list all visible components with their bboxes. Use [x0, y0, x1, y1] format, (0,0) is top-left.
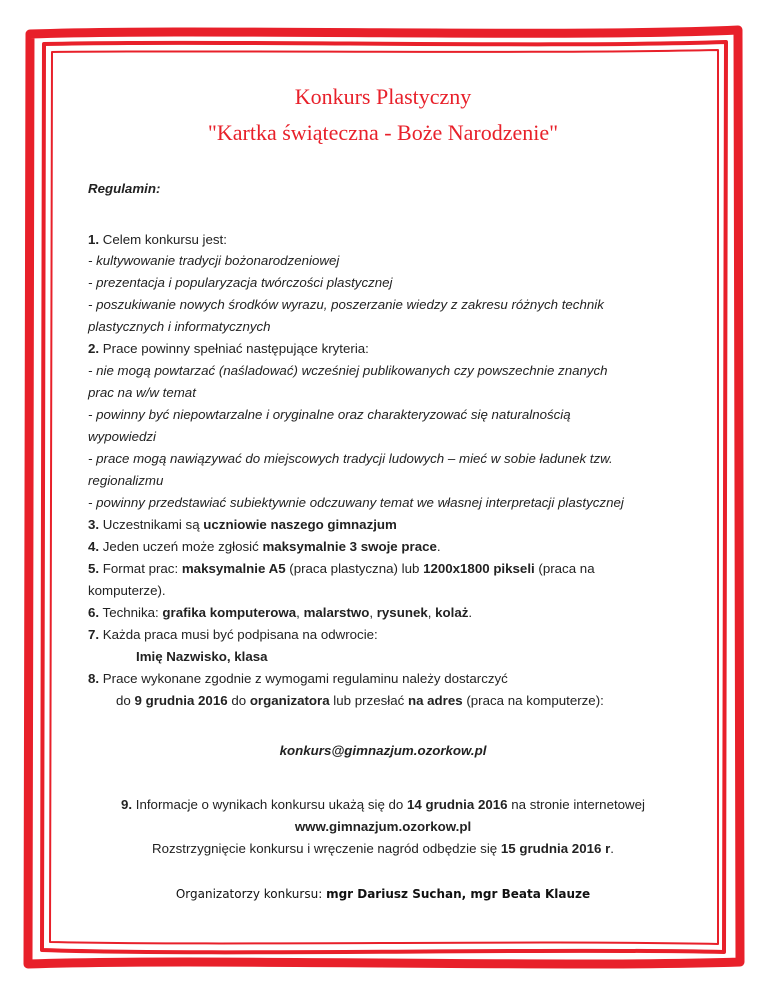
point-6: 6. Technika: grafika komputerowa, malarstwo, rysunek, kolaż.: [88, 605, 473, 620]
point-8: 8. Prace wykonane zgodnie z wymogami regulaminu należy dostarczyć: [88, 671, 508, 686]
point-2-item: - nie mogą powtarzać (naśladować) wcześniej publikowanych czy powszechnie znanych: [88, 363, 608, 378]
point-4: 4. Jeden uczeń może zgłosić maksymalnie 3 swoje prace.: [88, 539, 441, 554]
point-2-item: wypowiedzi: [88, 429, 156, 444]
point-1-item: plastycznych i informatycznych: [88, 319, 271, 334]
signature-format: Imię Nazwisko, klasa: [136, 649, 268, 664]
page-title: Konkurs Plastyczny: [294, 84, 472, 109]
point-1-item: - kultywowanie tradycji bożonarodzeniowej: [88, 253, 340, 268]
point-1: 1. Celem konkursu jest:: [88, 232, 227, 247]
regulamin-label: Regulamin:: [88, 181, 161, 196]
point-9-result: Rozstrzygnięcie konkursu i wręczenie nagród odbędzie się 15 grudnia 2016 r.: [152, 841, 614, 856]
point-3: 3. Uczestnikami są uczniowie naszego gimnazjum: [88, 517, 397, 532]
website-url[interactable]: www.gimnazjum.ozorkow.pl: [294, 819, 472, 834]
point-2-item: prac na w/w temat: [88, 385, 196, 400]
point-5-cont: komputerze).: [88, 583, 166, 598]
contact-email[interactable]: konkurs@gimnazjum.ozorkow.pl: [279, 743, 487, 758]
point-7: 7. Każda praca musi być podpisana na odwrocie:: [88, 627, 378, 642]
point-1-item: - poszukiwanie nowych środków wyrazu, poszerzanie wiedzy z zakresu różnych technik: [88, 297, 604, 312]
point-2-item: regionalizmu: [88, 473, 164, 488]
point-2-item: - prace mogą nawiązywać do miejscowych tradycji ludowych – mieć w sobie ładunek tzw.: [88, 451, 613, 466]
point-8-cont: do 9 grudnia 2016 do organizatora lub przesłać na adres (praca na komputerze):: [116, 693, 604, 708]
organizers: Organizatorzy konkursu: mgr Dariusz Suchan, mgr Beata Klauze: [175, 887, 591, 901]
point-2: 2. Prace powinny spełniać następujące kryteria:: [88, 341, 369, 356]
point-2-item: - powinny przedstawiać subiektywnie odczuwany temat we własnej interpretacji plastycznej: [88, 495, 624, 510]
point-5: 5. Format prac: maksymalnie A5 (praca plastyczna) lub 1200x1800 pikseli (praca na: [88, 561, 595, 576]
point-9: 9. Informacje o wynikach konkursu ukażą się do 14 grudnia 2016 na stronie internetowej: [120, 797, 646, 812]
page-subtitle: "Kartka świąteczna - Boże Narodzenie": [207, 120, 559, 145]
point-1-item: - prezentacja i popularyzacja twórczości plastycznej: [88, 275, 393, 290]
point-2-item: - powinny być niepowtarzalne i oryginalne oraz charakteryzować się naturalnością: [88, 407, 571, 422]
